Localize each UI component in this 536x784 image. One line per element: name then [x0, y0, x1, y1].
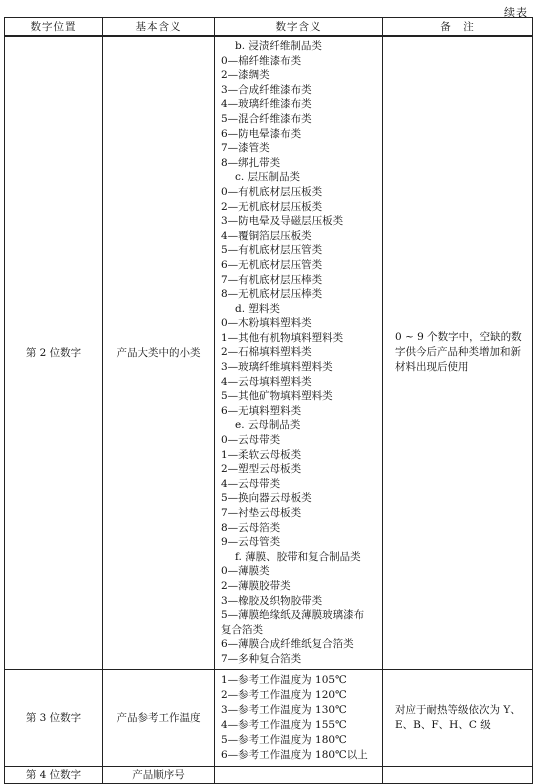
code-table	[4, 17, 533, 784]
list-item: 2—参考工作温度为 120℃	[221, 688, 347, 701]
list-item: 0—薄膜类	[221, 565, 270, 578]
list-item: 3—橡胶及织物胶带类	[221, 594, 323, 607]
list-item: 0—有机底材层压板类	[221, 185, 323, 198]
position-cell: 第 4 位数字	[5, 766, 103, 783]
meaning-cell: 产品参考工作温度	[103, 669, 215, 766]
list-item: 1—参考工作温度为 105℃	[221, 673, 347, 686]
list-item: 5—薄膜绝缘纸及薄膜玻璃漆布	[221, 609, 365, 622]
list-item: 7—漆管类	[221, 142, 270, 155]
list-item: 8—无机底材层压棒类	[221, 288, 323, 301]
list-item: 4—参考工作温度为 155℃	[221, 718, 347, 731]
subcategory-heading: e. 云母制品类	[235, 419, 301, 432]
list-item: 5—混合纤维漆布类	[221, 112, 312, 125]
list-item: 7—衬垫云母板类	[221, 507, 302, 519]
list-item: 3—合成纤维漆布类	[221, 83, 312, 96]
header-digit-position: 数字位置	[5, 18, 103, 37]
list-item: 2—无机底材层压板类	[221, 200, 323, 213]
table-row	[5, 766, 533, 783]
note-cell: 0 ~ 9 个数字中，空缺的数字供今后产品种类增加和新材料出现后使用	[383, 36, 533, 669]
table-row	[5, 36, 533, 669]
list-item: 2—薄膜胶带类	[221, 579, 291, 592]
subcategory-heading: f. 薄膜、胶带和复合制品类	[235, 550, 361, 563]
digit-meaning-cell	[215, 36, 383, 669]
list-item: 3—玻璃纤维填料塑料类	[221, 361, 333, 374]
list-item: 6—参考工作温度为 180℃以上	[221, 748, 368, 761]
table-row	[5, 669, 533, 766]
header-remarks: 备 注	[383, 18, 533, 37]
note-cell: 对应于耐热等级依次为 Y、E、B、F、H、C 级	[383, 669, 533, 766]
list-item: 2—漆绸类	[221, 69, 270, 82]
list-item: 4—云母填料塑料类	[221, 375, 312, 388]
list-item: 6—无填料塑料类	[221, 404, 302, 417]
list-item: 6—薄膜合成纤维纸复合箔类	[221, 638, 354, 651]
note-cell	[383, 766, 533, 783]
digit-meaning-cell	[215, 669, 383, 766]
subcategory-heading: c. 层压制品类	[235, 171, 301, 184]
list-item: 1—柔软云母板类	[221, 448, 302, 461]
header-row	[5, 18, 533, 37]
header-digit-meaning: 数字含义	[215, 18, 383, 37]
list-item: 3—防电晕及导磁层压板类	[221, 215, 344, 228]
digit-meaning-list	[218, 37, 382, 669]
list-item: 5—其他矿物填料塑料类	[221, 390, 333, 403]
position-cell: 第 3 位数字	[5, 669, 103, 766]
list-item: 7—有机底材层压棒类	[221, 273, 323, 286]
meaning-cell: 产品大类中的小类	[103, 36, 215, 669]
list-item: 5—有机底材层压管类	[221, 244, 323, 257]
list-item: 7—多种复合箔类	[221, 652, 302, 665]
subcategory-heading: d. 塑料类	[235, 302, 280, 315]
list-item: 2—石棉填料塑料类	[221, 346, 312, 359]
list-item: 5—参考工作温度为 180℃	[221, 733, 347, 746]
list-item: 6—无机底材层压管类	[221, 258, 323, 271]
list-item: 0—云母带类	[221, 434, 281, 447]
list-item: 8—云母箔类	[221, 521, 281, 534]
digit-meaning-cell	[215, 766, 383, 783]
continued-label: 续表	[504, 6, 528, 19]
list-item: 4—玻璃纤维漆布类	[221, 98, 312, 111]
list-item: 5—换向器云母板类	[221, 492, 312, 505]
digit-meaning-list	[218, 670, 382, 766]
list-item: 2—塑型云母板类	[221, 463, 302, 476]
list-item: 8—绑扎带类	[221, 156, 281, 169]
list-item: 4—云母带类	[221, 477, 281, 490]
subcategory-heading: b. 浸渍纤维制品类	[235, 40, 322, 52]
list-item: 9—云母管类	[221, 536, 281, 549]
position-cell: 第 2 位数字	[5, 36, 103, 669]
list-item: 6—防电晕漆布类	[221, 127, 302, 140]
list-item: 0—棉纤维漆布类	[221, 54, 302, 67]
list-item: 3—参考工作温度为 130℃	[221, 703, 347, 716]
list-item: 1—其他有机物填料塑料类	[221, 331, 344, 344]
header-basic-meaning: 基本含义	[103, 18, 215, 37]
meaning-cell: 产品顺序号	[103, 766, 215, 783]
list-item: 4—覆铜箔层压板类	[221, 229, 312, 242]
list-item: 0—木粉填料塑料类	[221, 317, 312, 330]
list-item: 复合箔类	[221, 623, 263, 636]
